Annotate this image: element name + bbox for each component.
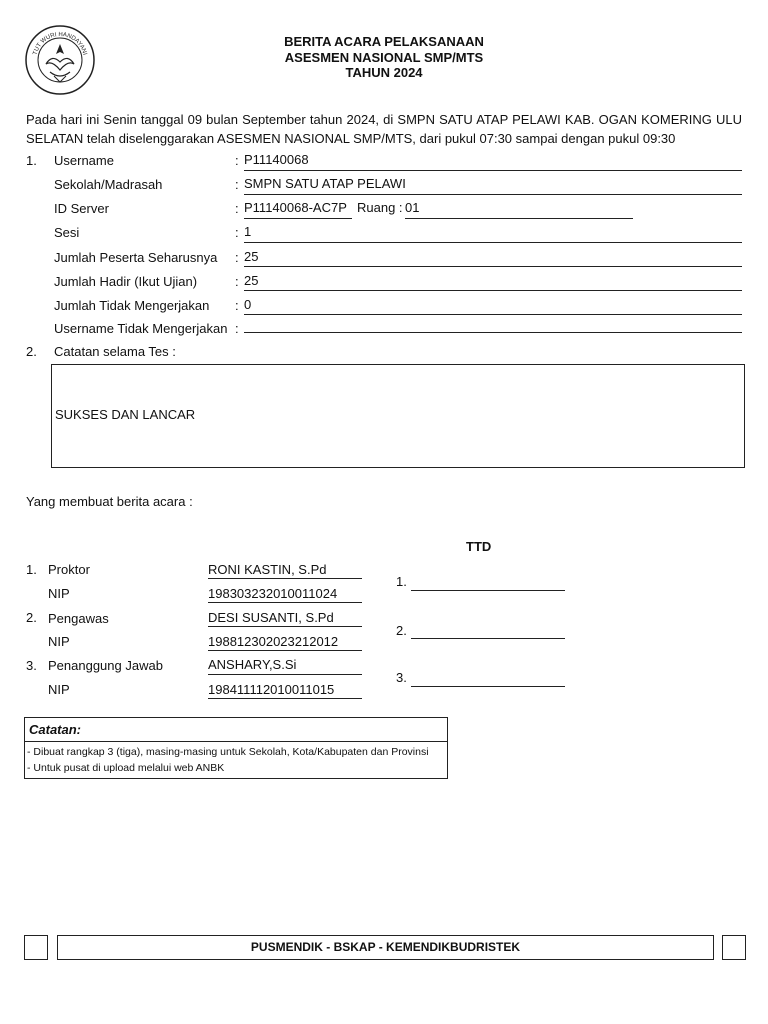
field-colon: : [235,201,239,216]
field-underline [244,266,742,267]
logo-arc-text: TUT WURI HANDAYANI [32,31,88,56]
field-value-ruang: 01 [405,200,420,215]
field-colon: : [235,321,239,336]
field-colon: : [235,274,239,289]
signature-line[interactable] [411,638,565,639]
catatan-divider [25,741,447,742]
signer-name: RONI KASTIN, S.Pd [208,562,327,577]
nip-underline [208,602,362,603]
field-underline [244,242,742,243]
footer-right-box [722,935,746,960]
field-underline [244,218,352,219]
signer-role: Pengawas [48,611,109,626]
signer-nip: 198411112010011015 [208,682,335,697]
field-label-sekolah: Sekolah/Madrasah [54,177,163,192]
field-value-tidak-mengerjakan: 0 [244,297,252,312]
catatan-title: Catatan: [29,722,82,737]
field-underline [244,314,742,315]
sign-number: 3. [396,670,407,685]
field-value-username: P11140068 [244,152,309,167]
field-value-jumlah-hadir: 25 [244,273,259,288]
name-underline [208,578,362,579]
notes-box [51,364,745,468]
signer-nip-label: NIP [48,634,70,649]
nip-underline [208,698,362,699]
field-colon: : [235,153,239,168]
field-label-jumlah-hadir: Jumlah Hadir (Ikut Ujian) [54,274,198,289]
notes-text: SUKSES DAN LANCAR [55,407,196,422]
field-value-peserta-seharusnya: 25 [244,249,259,264]
field-label-username: Username [54,153,114,168]
signer-nip-label: NIP [48,586,70,601]
signature-line[interactable] [411,590,565,591]
field-label-id-server: ID Server [54,201,109,216]
catatan-line1: - Dibuat rangkap 3 (tiga), masing-masing untuk Sekolah, Kota/Kabupaten dan Provinsi [27,746,429,758]
doc-title-line1: BERITA ACARA PELAKSANAAN [284,34,484,49]
nip-underline [208,650,362,651]
signer-role: Proktor [48,562,90,577]
intro-line2: SELATAN telah diselenggarakan ASESMEN NASIONAL SMP/MTS, dari pukul 07:30 sampai dengan pukul 09:30 [26,131,676,146]
doc-title-line3: TAHUN 2024 [345,65,423,80]
doc-title-line2: ASESMEN NASIONAL SMP/MTS [284,50,484,65]
field-label-peserta-seharusnya: Jumlah Peserta Seharusnya [54,250,218,265]
catatan-box [24,717,448,779]
name-underline [208,674,362,675]
field-label-tidak-mengerjakan: Jumlah Tidak Mengerjakan [54,298,210,313]
field-underline [244,194,742,195]
field-underline [244,290,742,291]
footer-bar [57,935,714,960]
intro-line1: Pada hari ini Senin tanggal 09 bulan September tahun 2024, di SMPN SATU ATAP PELAWI KAB. OGAN KOMERING ULU [26,112,742,127]
signer-role: Penanggung Jawab [48,658,163,673]
signer-nip-label: NIP [48,682,70,697]
sign-number: 2. [396,623,407,638]
signer-nip: 198303232010011024 [208,586,338,601]
field-value-sesi: 1 [244,224,252,239]
field-underline [405,218,633,219]
signer-name: DESI SUSANTI, S.Pd [208,610,334,625]
field-value-id-server: P11140068-AC7P [244,200,347,215]
maker-label: Yang membuat berita acara : [26,494,193,509]
field-value-sekolah: SMPN SATU ATAP PELAWI [244,176,406,191]
field-colon: : [235,177,239,192]
signer-number: 2. [26,610,37,625]
signer-name: ANSHARY,S.Si [208,657,297,672]
field-underline [244,332,742,333]
signer-number: 1. [26,562,37,577]
signature-line[interactable] [411,686,565,687]
footer-left-box [24,935,48,960]
footer-text: PUSMENDIK - BSKAP - KEMENDIKBUDRISTEK [250,940,521,954]
name-underline [208,626,362,627]
sign-number: 1. [396,574,407,589]
field-label-username-tidak-mengerjakan: Username Tidak Mengerjakan [54,321,228,336]
field-colon: : [235,225,239,240]
field-label-ruang: Ruang : [357,200,403,215]
field-underline [244,170,742,171]
signer-nip: 198812302023212012 [208,634,339,649]
section2-number: 2. [26,344,37,359]
field-colon: : [235,298,239,313]
signer-number: 3. [26,658,37,673]
field-colon: : [235,250,239,265]
section1-number: 1. [26,153,37,168]
catatan-line2: - Untuk pusat di upload melalui web ANBK [27,762,225,774]
section2-label: Catatan selama Tes : [54,344,176,359]
ttd-label: TTD [466,539,492,554]
field-label-sesi: Sesi [54,225,80,240]
